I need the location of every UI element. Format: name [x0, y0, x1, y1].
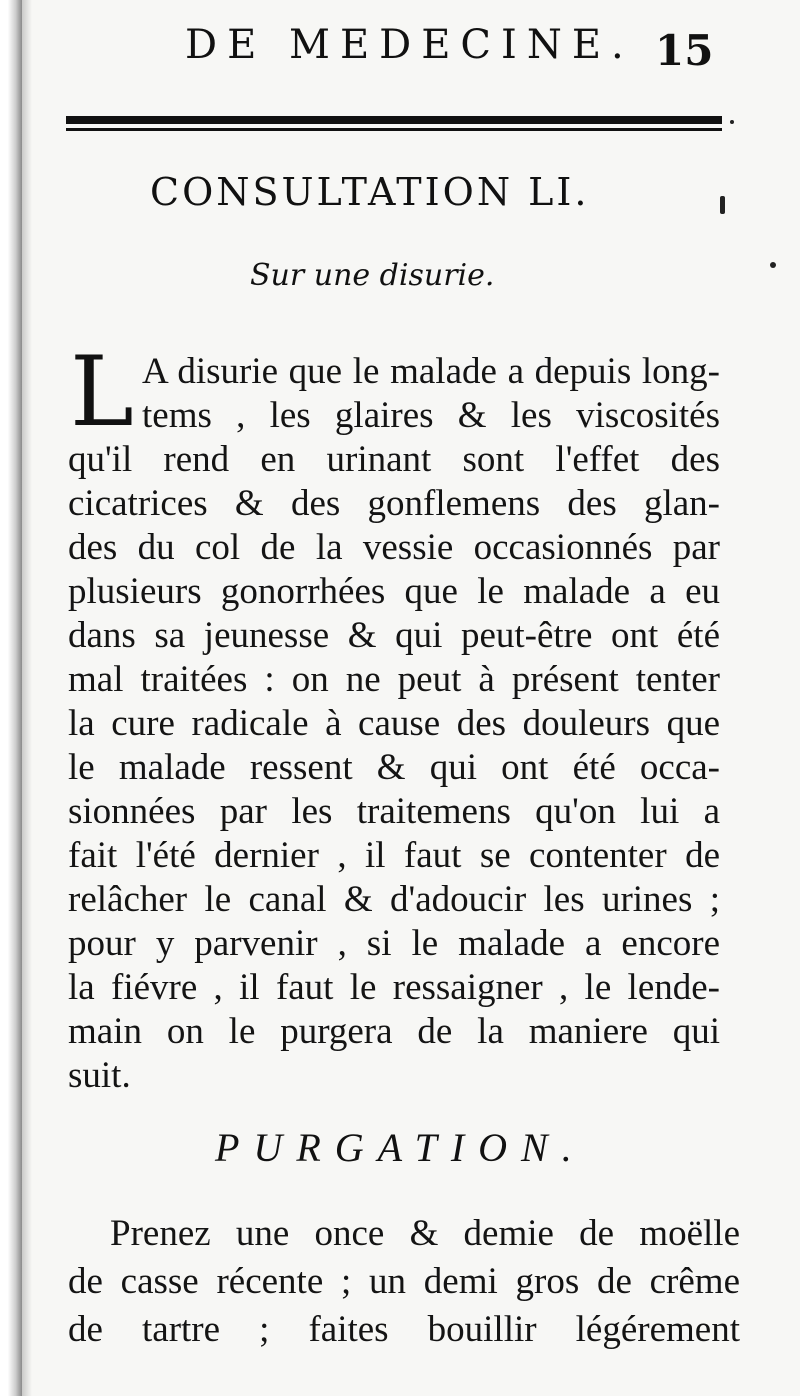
- body-line: fait l'été dernier , il faut se contenter de: [68, 835, 720, 876]
- body-line: tems , les glaires & les viscosités: [142, 395, 720, 436]
- purgation-line: de tartre ; faites bouillir légérement: [68, 1309, 740, 1350]
- purgation-heading: PURGATION.: [215, 1125, 586, 1170]
- body-line: la fiévre , il faut le ressaigner , le lende-: [68, 967, 720, 1008]
- header-rule-thick: [66, 116, 722, 124]
- ink-speck: [770, 262, 776, 268]
- page-binding-edge: [0, 0, 22, 1396]
- page-number: 15: [655, 26, 714, 75]
- body-line: main on le purgera de la maniere qui: [68, 1011, 720, 1052]
- body-line: A disurie que le malade a depuis long-: [142, 351, 720, 392]
- drop-cap: L: [70, 336, 134, 448]
- ink-speck: [720, 196, 725, 214]
- ink-speck: [730, 120, 734, 124]
- body-line: cicatrices & des gonflemens des glan-: [68, 483, 720, 524]
- body-line: la cure radicale à cause des douleurs que: [68, 703, 720, 744]
- body-line: qu'il rend en urinant sont l'effet des: [68, 439, 720, 480]
- running-head: DE MEDECINE.: [185, 22, 634, 68]
- body-line: mal traitées : on ne peut à présent tenter: [68, 659, 720, 700]
- body-line: dans sa jeunesse & qui peut-être ont été: [68, 615, 720, 656]
- purgation-line: Prenez une once & demie de moëlle: [110, 1213, 740, 1254]
- body-line-last: suit.: [68, 1055, 131, 1096]
- body-line: des du col de la vessie occasionnés par: [68, 527, 720, 568]
- body-line: le malade ressent & qui ont été occa-: [68, 747, 720, 788]
- page-binding-shadow: [22, 0, 32, 1396]
- consultation-subheading: Sur une disurie.: [250, 258, 495, 293]
- header-rule: [66, 116, 722, 134]
- body-line: relâcher le canal & d'adoucir les urines ;: [68, 879, 720, 920]
- body-line: sionnées par les traitemens qu'on lui a: [68, 791, 720, 832]
- body-line: pour y parvenir , si le malade a encore: [68, 923, 720, 964]
- header-rule-thin: [66, 128, 722, 131]
- purgation-line: de casse récente ; un demi gros de crême: [68, 1261, 740, 1302]
- consultation-heading: CONSULTATION LI.: [150, 170, 590, 214]
- body-line: plusieurs gonorrhées que le malade a eu: [68, 571, 720, 612]
